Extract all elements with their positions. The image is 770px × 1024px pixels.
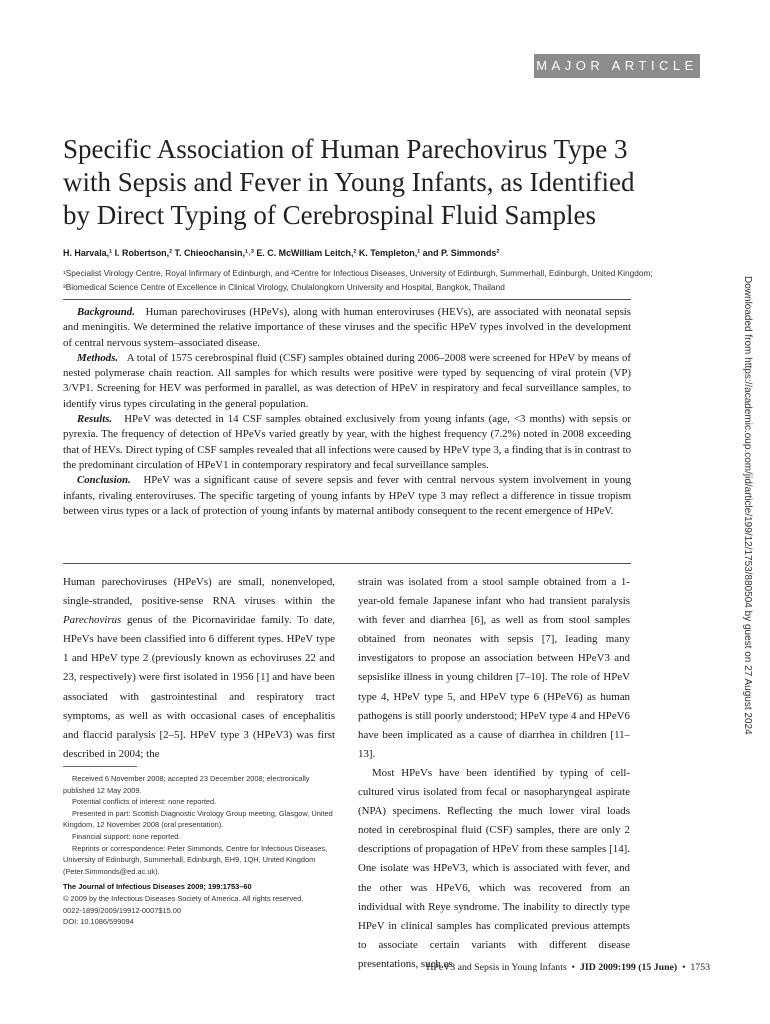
article-type-banner: MAJOR ARTICLE: [534, 54, 700, 78]
methods-text: A total of 1575 cerebrospinal fluid (CSF) samples obtained during 2006–2008 were screened for HPeV by means of nested polymerase chain reaction. All samples for which results were positive were typed by sequencing of viral protein (VP) 3/VP1. Screening for HEV was performed in parallel, as was detection of HPeV in respiratory and fecal surveillance samples, to identify virus types circulating in the general population.: [63, 351, 631, 410]
note-financial: Financial support: none reported.: [72, 831, 181, 841]
abstract: [63, 305, 631, 519]
footnotes: [63, 773, 335, 928]
author-list: H. Harvala,¹ I. Robertson,² T. Chieochansin,¹˒³ E. C. McWilliam Leitch,² K. Templeton,¹ and P. Simmonds²: [63, 248, 500, 259]
background-text: Human parechoviruses (HPeVs), along with human enteroviruses (HEVs), are associated with neonatal sepsis and meningitis. We determined the relative importance of these viruses and the specific HPeV types involved in the development of central nervous system–associated disease.: [63, 306, 631, 349]
download-watermark: Downloaded from https://academic.oup.com/jid/article/199/12/1753/880504 by guest on 27 August 2024: [742, 276, 753, 735]
note-conflicts: Potential conflicts of interest: none reported.: [72, 797, 217, 807]
abstract-background: [63, 305, 631, 351]
body-left-column: [63, 573, 335, 764]
results-text: HPeV was detected in 14 CSF samples obtained exclusively from young infants (age, <3 months) with sepsis or pyrexia. The frequency of detection of HPeVs varied greatly by year, with the highest frequency (7.2%) noted in 2008 exceeding that of HEVs. Direct typing of CSF samples revealed that all infections were caused by HPeV type 3, a finding that is in contrast to the predominant circulation of HPeV1 in contemporary respiratory and fecal surveillance samples.: [63, 413, 631, 471]
running-title: HPeV3 and Sepsis in Young Infants: [426, 962, 567, 973]
intro-paragraph-3: Most HPeVs have been identified by typing of cell-cultured virus isolated from fecal or nasopharyngeal aspirate (NPA) specimens. Reflecting the much lower viral loads noted in cerebrospinal fluid (CSF) samples, there are only 2 descriptions of propagation of HPeV from these samples [14]. One isolate was HPeV3, which is associated with fever, and the other was HPeV6, which was recovered from an individual with Reye syndrome. The inability to directly type HPeV in clinical samples has complicated previous attempts to associate certain variants with different disease presentations, such as: [358, 766, 630, 970]
footnote-rule: [63, 766, 137, 767]
intro-paragraph-2: strain was isolated from a stool sample obtained from a 1-year-old female Japanese infant who had transient paralysis with fever and diarrhea [6], as well as from stool samples obtained from neonates with sepsis [7], leading many investigators to propose an association between HPeV3 and sepsislike illness in young children [7–10]. The role of HPeV type 4, HPeV type 5, and HPeV type 6 (HPeV6) as human pathogens is still poorly understood; HPeV type 4 and HPeV6 have been implicated as a cause of diarrhea in children [11–13].: [358, 576, 630, 760]
intro-paragraph-1: [63, 573, 335, 764]
background-label: Background.: [77, 306, 135, 318]
abstract-methods: [63, 351, 631, 412]
article-title: Specific Association of Human Parechovirus Type 3 with Sepsis and Fever in Young Infants, as Identified by Direct Typing of Cerebrospinal Fluid Samples: [63, 134, 635, 230]
abstract-results: [63, 412, 631, 473]
intro-text-a: Human parechoviruses (HPeVs) are small, nonenveloped, single-stranded, positive-sense RNA viruses within the: [63, 576, 335, 608]
abstract-conclusion: [63, 473, 631, 519]
intro-text-b: genus of the Picornaviridae family. To date, HPeVs have been classified into 6 different types. HPeV type 1 and HPeV type 2 (previously known as echoviruses 22 and 23, respectively) were first isolated in 1956 [1] and have been associated with gastrointestinal and respiratory tract symptoms, as well as with occasional cases of encephalitis and flaccid paralysis [2–5]. HPeV type 3 (HPeV3) was first described in 2004; the: [63, 614, 335, 760]
affiliations: ¹Specialist Virology Centre, Royal Infirmary of Edinburgh, and ²Centre for Infectious Diseases, University of Edinburgh, Summerhall, Edinburgh, United Kingdom; ³Biomedical Science Centre of Excellence in Clinical Virology, Chulalongkorn University and Hospital, Bangkok, Thailand: [63, 268, 653, 292]
note-issn: 0022-1899/2009/19912-0007$15.00: [63, 905, 181, 915]
methods-label: Methods.: [77, 351, 119, 364]
abstract-bottom-rule: [63, 563, 631, 564]
body-right-column: [358, 573, 630, 974]
note-received: Received 6 November 2008; accepted 23 December 2008; electronically published 12 May 2009.: [63, 774, 310, 795]
conclusion-label: Conclusion.: [77, 474, 131, 487]
results-label: Results.: [77, 413, 113, 426]
genus-name: Parechovirus: [63, 614, 122, 627]
note-copyright: © 2009 by the Infectious Diseases Society of America. All rights reserved.: [63, 893, 304, 903]
abstract-top-rule: [63, 299, 631, 300]
page-footer: [426, 962, 710, 973]
note-doi: DOI: 10.1086/599094: [63, 917, 134, 927]
footer-citation: JID 2009:199 (15 June): [580, 962, 678, 973]
footer-bullet-2: •: [682, 962, 686, 973]
footer-bullet-1: •: [571, 962, 576, 973]
journal-citation: The Journal of Infectious Diseases 2009; 199:1753–60: [63, 882, 252, 892]
note-presented: Presented in part: Scottish Diagnostic Virology Group meeting, Glasgow, United Kingdom, 12 November 2008 (oral presentation).: [63, 808, 333, 830]
note-journal: [63, 881, 335, 893]
note-reprints: Reprints or correspondence: Peter Simmonds, Centre for Infectious Diseases, University of Edinburgh, Summerhall, Edinburgh, EH9, 1QH, United Kingdom (Peter.Simmonds@ed.ac.uk).: [63, 843, 328, 876]
conclusion-text: HPeV was a significant cause of severe sepsis and fever with central nervous system involvement in young infants, rivaling enteroviruses. The specific targeting of young infants by HPeV type 3 may reflect a difference in tissue tropism between virus types or a lack of protection of young infants by maternal antibody consequent to the recent emergence of HPeV.: [63, 474, 631, 517]
page-number: 1753: [690, 962, 710, 973]
